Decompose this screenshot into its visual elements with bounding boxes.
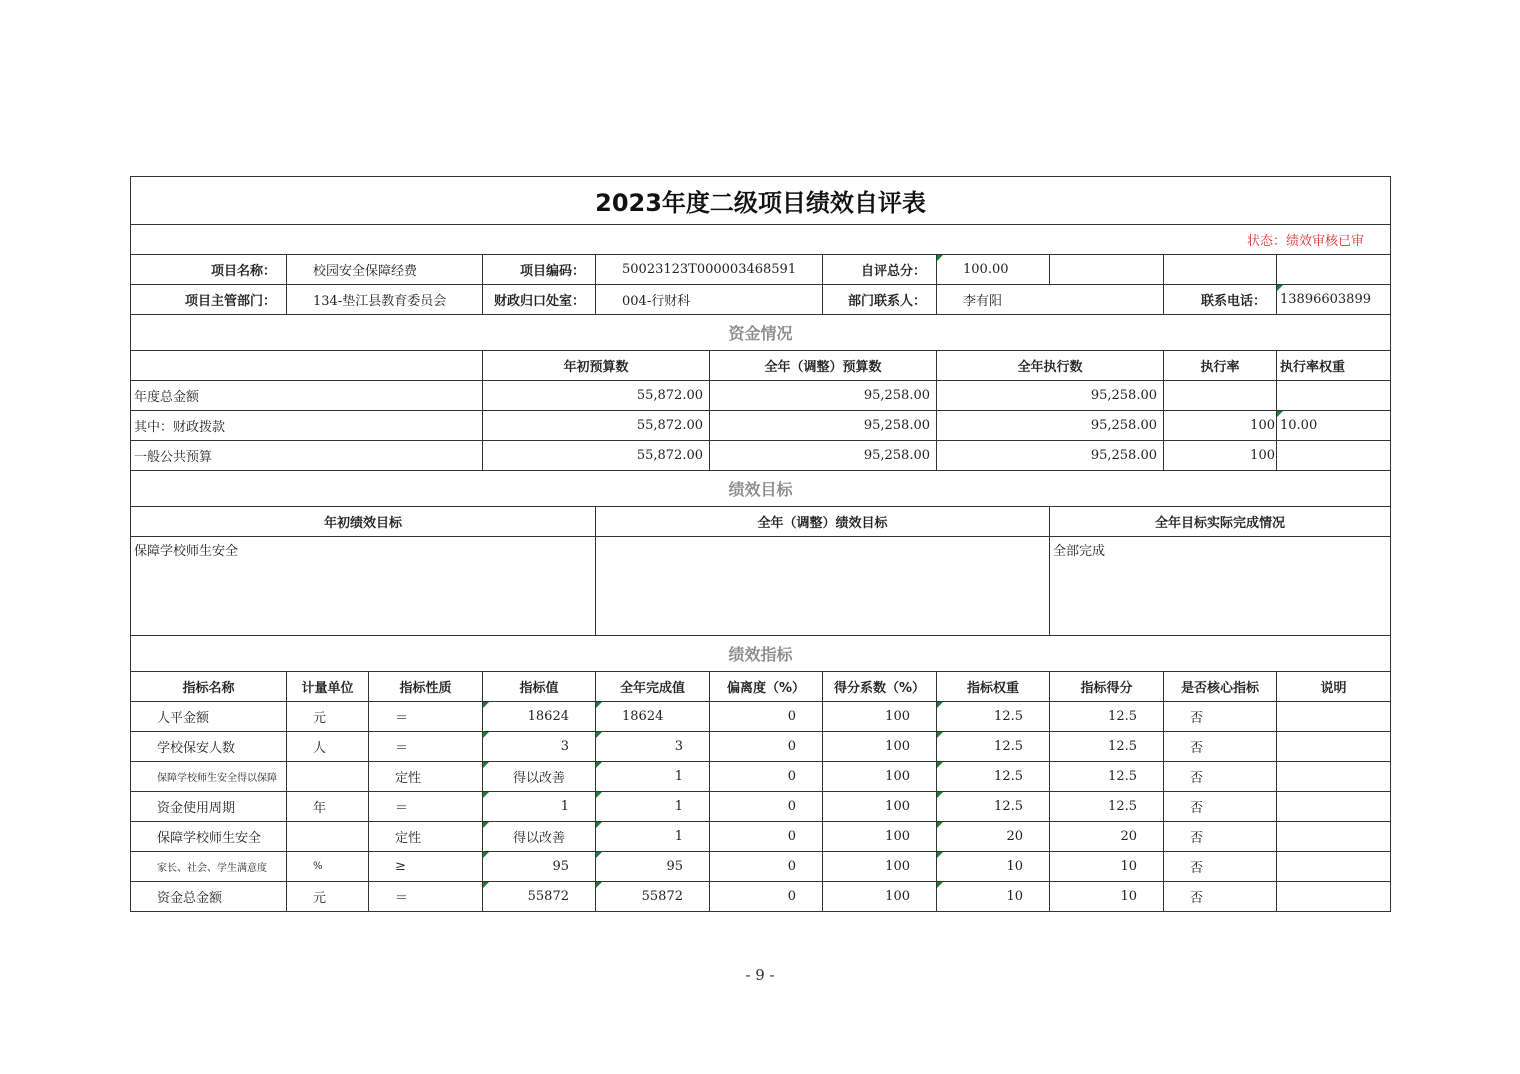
funds-header-weight: 执行率权重	[1277, 351, 1391, 381]
indicator-nature: 定性	[369, 822, 483, 852]
indicator-weight: 20	[937, 822, 1050, 852]
indicator-nature: 定性	[369, 762, 483, 792]
goals-header-actual: 全年目标实际完成情况	[1050, 507, 1391, 537]
ind-header-nature: 指标性质	[369, 672, 483, 702]
indicator-weight: 12.5	[937, 702, 1050, 732]
indicators-section-title: 绩效指标	[131, 636, 1391, 672]
ind-header-unit: 计量单位	[287, 672, 369, 702]
indicator-name: 保障学校师生安全得以保障	[131, 762, 287, 792]
status-text: 状态：绩效审核已审	[131, 225, 1391, 255]
funds-weight: 10.00	[1277, 411, 1391, 441]
indicator-nature: ＝	[369, 702, 483, 732]
indicator-done: 95	[596, 852, 710, 882]
ind-header-coefficient: 得分系数（%）	[823, 672, 937, 702]
indicator-weight: 10	[937, 852, 1050, 882]
phone-value: 13896603899	[1277, 285, 1391, 315]
phone-label: 联系电话：	[1164, 285, 1277, 315]
ind-header-score: 指标得分	[1050, 672, 1164, 702]
indicator-deviation: 0	[710, 822, 823, 852]
funds-rate: 100	[1164, 441, 1277, 471]
finance-label: 财政归口处室：	[483, 285, 596, 315]
indicator-coefficient: 100	[823, 762, 937, 792]
project-name-value: 校园安全保障经费	[287, 255, 483, 285]
indicator-score: 12.5	[1050, 762, 1164, 792]
page-title: 2023年度二级项目绩效自评表	[131, 177, 1391, 225]
funds-initial: 55,872.00	[483, 411, 710, 441]
funds-row-name: 一般公共预算	[131, 441, 483, 471]
score-label: 自评总分：	[823, 255, 937, 285]
indicator-coefficient: 100	[823, 852, 937, 882]
indicator-score: 10	[1050, 852, 1164, 882]
indicator-coefficient: 100	[823, 702, 937, 732]
indicator-deviation: 0	[710, 882, 823, 912]
funds-adjusted: 95,258.00	[710, 411, 937, 441]
ind-header-note: 说明	[1277, 672, 1391, 702]
indicator-target: 55872	[483, 882, 596, 912]
funds-weight	[1277, 441, 1391, 471]
dept-label: 项目主管部门：	[131, 285, 287, 315]
indicator-deviation: 0	[710, 852, 823, 882]
indicator-name: 保障学校师生安全	[131, 822, 287, 852]
indicator-weight: 12.5	[937, 732, 1050, 762]
indicator-done: 1	[596, 792, 710, 822]
indicator-core: 否	[1164, 822, 1277, 852]
table-row	[131, 732, 1391, 762]
indicator-note	[1277, 882, 1391, 912]
contact-label: 部门联系人：	[823, 285, 937, 315]
indicator-deviation: 0	[710, 702, 823, 732]
indicator-score: 12.5	[1050, 732, 1164, 762]
indicator-nature: ＝	[369, 732, 483, 762]
ind-header-done: 全年完成值	[596, 672, 710, 702]
indicator-note	[1277, 822, 1391, 852]
score-value: 100.00	[937, 255, 1050, 285]
indicator-target: 95	[483, 852, 596, 882]
funds-initial: 55,872.00	[483, 441, 710, 471]
empty-cell	[1164, 255, 1277, 285]
funds-header-rate: 执行率	[1164, 351, 1277, 381]
funds-adjusted: 95,258.00	[710, 441, 937, 471]
table-row	[131, 822, 1391, 852]
indicator-name: 人平金额	[131, 702, 287, 732]
ind-header-name: 指标名称	[131, 672, 287, 702]
funds-weight	[1277, 381, 1391, 411]
indicator-name: 家长、社会、学生满意度	[131, 852, 287, 882]
indicator-coefficient: 100	[823, 792, 937, 822]
table-row	[131, 762, 1391, 792]
indicator-note	[1277, 762, 1391, 792]
indicator-core: 否	[1164, 852, 1277, 882]
dept-value: 134-垫江县教育委员会	[287, 285, 483, 315]
indicator-core: 否	[1164, 732, 1277, 762]
indicator-unit	[287, 762, 369, 792]
indicator-note	[1277, 852, 1391, 882]
indicator-score: 10	[1050, 882, 1164, 912]
goals-header-initial: 年初绩效目标	[131, 507, 596, 537]
indicator-target: 得以改善	[483, 762, 596, 792]
table-row	[131, 792, 1391, 822]
indicator-note	[1277, 792, 1391, 822]
indicator-unit: %	[287, 852, 369, 882]
funds-rate: 100	[1164, 411, 1277, 441]
indicator-done: 1	[596, 762, 710, 792]
self-evaluation-sheet	[130, 176, 1390, 912]
indicator-name: 学校保安人数	[131, 732, 287, 762]
funds-header-executed: 全年执行数	[937, 351, 1164, 381]
finance-value: 004-行财科	[596, 285, 823, 315]
funds-row-name: 其中：财政拨款	[131, 411, 483, 441]
indicator-done: 1	[596, 822, 710, 852]
indicator-coefficient: 100	[823, 732, 937, 762]
goals-header-adjusted: 全年（调整）绩效目标	[596, 507, 1050, 537]
goal-adjusted-text	[596, 537, 1050, 636]
table-row	[131, 702, 1391, 732]
funds-section-title: 资金情况	[131, 315, 1391, 351]
table-row	[131, 852, 1391, 882]
indicator-unit	[287, 822, 369, 852]
project-code-label: 项目编码：	[483, 255, 596, 285]
empty-cell	[1277, 255, 1391, 285]
funds-header-initial: 年初预算数	[483, 351, 710, 381]
ind-header-deviation: 偏离度（%）	[710, 672, 823, 702]
indicator-done: 55872	[596, 882, 710, 912]
indicator-score: 20	[1050, 822, 1164, 852]
funds-executed: 95,258.00	[937, 411, 1164, 441]
indicator-nature: ＝	[369, 882, 483, 912]
project-code-value: 50023123T000003468591	[596, 255, 823, 285]
indicator-unit: 元	[287, 882, 369, 912]
page-number: - 9 -	[745, 966, 775, 984]
indicator-note	[1277, 702, 1391, 732]
indicator-target: 3	[483, 732, 596, 762]
indicator-core: 否	[1164, 762, 1277, 792]
goal-actual-text: 全部完成	[1050, 537, 1391, 636]
indicator-core: 否	[1164, 702, 1277, 732]
indicator-core: 否	[1164, 882, 1277, 912]
indicator-nature: ≥	[369, 852, 483, 882]
indicator-done: 18624	[596, 702, 710, 732]
evaluation-table	[130, 176, 1391, 912]
indicator-target: 1	[483, 792, 596, 822]
indicator-weight: 12.5	[937, 792, 1050, 822]
indicator-name: 资金使用周期	[131, 792, 287, 822]
table-row	[131, 411, 1391, 441]
indicator-unit: 元	[287, 702, 369, 732]
contact-value: 李有阳	[937, 285, 1164, 315]
indicator-deviation: 0	[710, 732, 823, 762]
goals-section-title: 绩效目标	[131, 471, 1391, 507]
indicator-unit: 人	[287, 732, 369, 762]
indicator-deviation: 0	[710, 762, 823, 792]
funds-initial: 55,872.00	[483, 381, 710, 411]
table-row	[131, 441, 1391, 471]
funds-executed: 95,258.00	[937, 381, 1164, 411]
funds-rate	[1164, 381, 1277, 411]
ind-header-target: 指标值	[483, 672, 596, 702]
indicator-name: 资金总金额	[131, 882, 287, 912]
funds-header-adjusted: 全年（调整）预算数	[710, 351, 937, 381]
empty-cell	[1050, 255, 1164, 285]
indicator-coefficient: 100	[823, 882, 937, 912]
funds-header-blank	[131, 351, 483, 381]
indicator-weight: 12.5	[937, 762, 1050, 792]
indicator-done: 3	[596, 732, 710, 762]
indicator-weight: 10	[937, 882, 1050, 912]
funds-row-name: 年度总金额	[131, 381, 483, 411]
project-name-label: 项目名称：	[131, 255, 287, 285]
indicator-nature: ＝	[369, 792, 483, 822]
indicator-score: 12.5	[1050, 792, 1164, 822]
table-row	[131, 882, 1391, 912]
indicator-target: 得以改善	[483, 822, 596, 852]
ind-header-core: 是否核心指标	[1164, 672, 1277, 702]
ind-header-weight: 指标权重	[937, 672, 1050, 702]
funds-adjusted: 95,258.00	[710, 381, 937, 411]
funds-executed: 95,258.00	[937, 441, 1164, 471]
table-row	[131, 381, 1391, 411]
indicator-coefficient: 100	[823, 822, 937, 852]
indicator-note	[1277, 732, 1391, 762]
indicator-deviation: 0	[710, 792, 823, 822]
indicator-target: 18624	[483, 702, 596, 732]
goal-initial-text: 保障学校师生安全	[131, 537, 596, 636]
indicator-unit: 年	[287, 792, 369, 822]
indicator-core: 否	[1164, 792, 1277, 822]
indicator-score: 12.5	[1050, 702, 1164, 732]
